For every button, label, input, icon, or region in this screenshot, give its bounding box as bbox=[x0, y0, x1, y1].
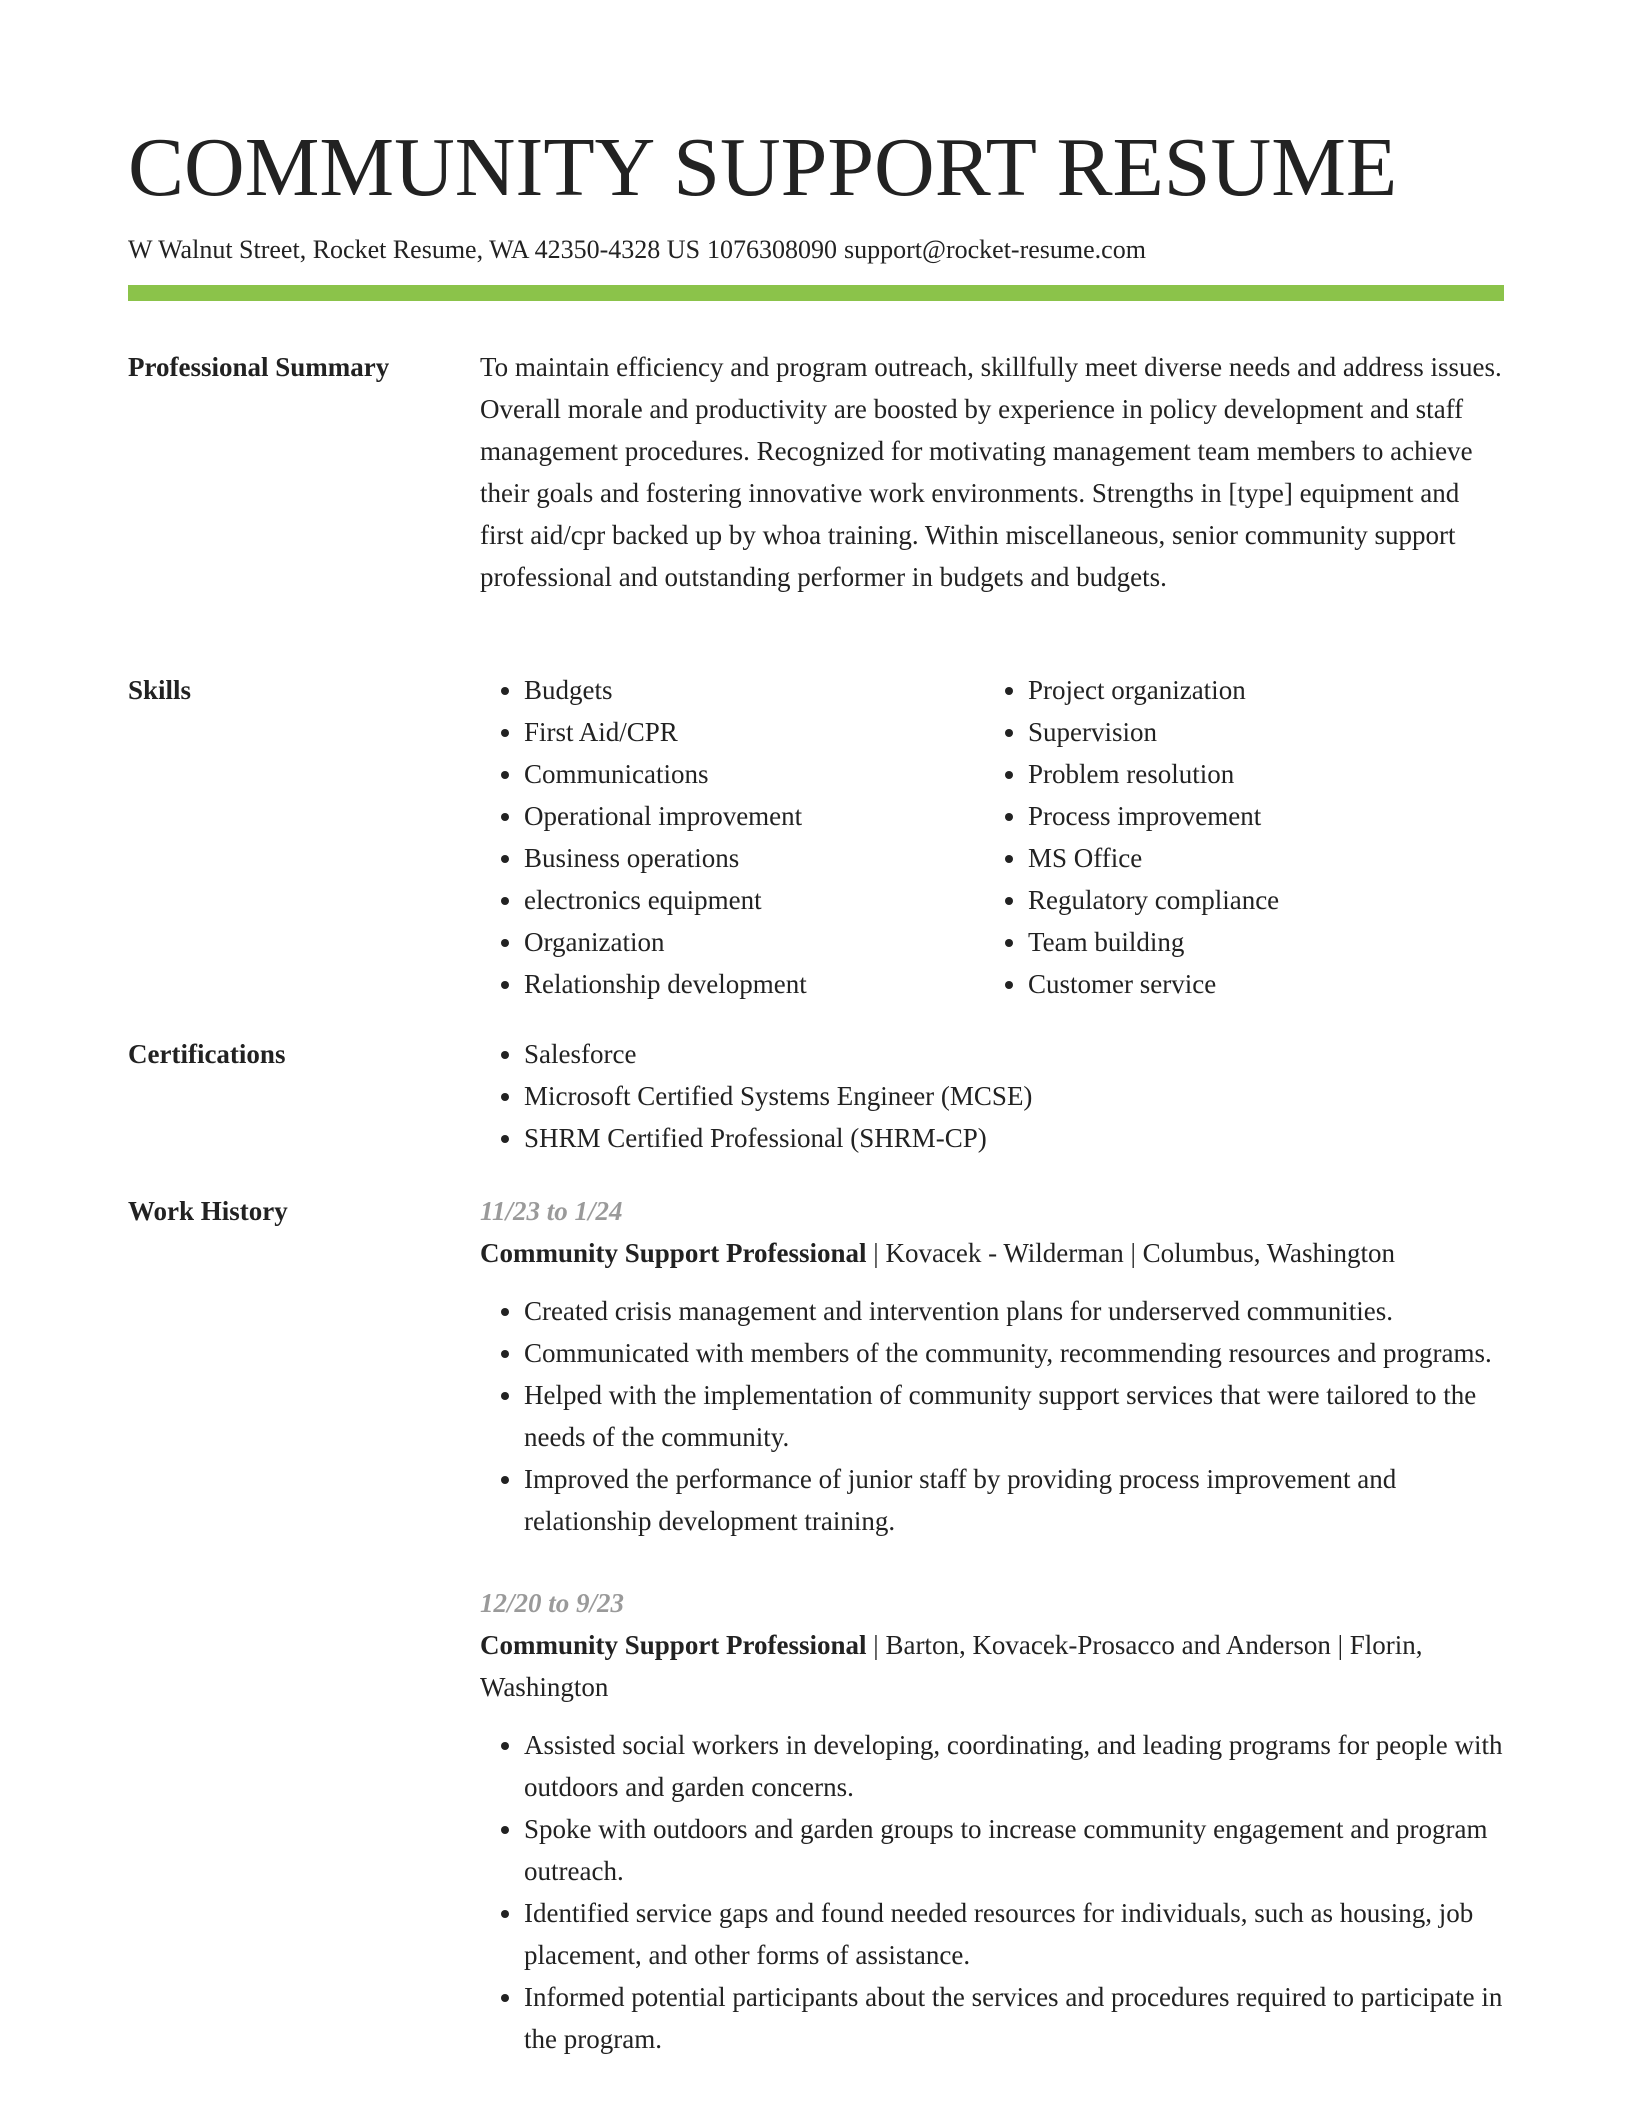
summary-label: Professional Summary bbox=[128, 352, 390, 382]
skill-item: • Problem resolution bbox=[1028, 753, 1488, 795]
skill-item: • Communications bbox=[524, 753, 984, 795]
job-bullet: • Improved the performance of junior staff by providing process improvement and relationship development training. bbox=[524, 1458, 1504, 1542]
job-bullet: • Identified service gaps and found needed resources for individuals, such as housing, job placement, and other forms of assistance. bbox=[524, 1892, 1504, 1976]
job-bullet: • Helped with the implementation of community support services that were tailored to the needs of the community. bbox=[524, 1374, 1504, 1458]
certifications-list bbox=[480, 1033, 1504, 1159]
skills-columns bbox=[480, 669, 1504, 1005]
skill-item: • Supervision bbox=[1028, 711, 1488, 753]
skills-body bbox=[480, 669, 1504, 1005]
skill-item: • Operational improvement bbox=[524, 795, 984, 837]
skill-item: • MS Office bbox=[1028, 837, 1488, 879]
skill-item: • Team building bbox=[1028, 921, 1488, 963]
skills-list-right bbox=[984, 669, 1488, 1005]
job-dates: 11/23 to 1/24 bbox=[480, 1196, 623, 1226]
job-entry bbox=[480, 1190, 1504, 1542]
job-bullets bbox=[480, 1290, 1504, 1542]
work-history-body bbox=[480, 1190, 1504, 2100]
skill-item: • Budgets bbox=[524, 669, 984, 711]
work-history-label: Work History bbox=[128, 1196, 288, 1226]
certification-item: • Microsoft Certified Systems Engineer (MCSE) bbox=[524, 1075, 1504, 1117]
certifications-label: Certifications bbox=[128, 1039, 286, 1069]
skill-item: • Customer service bbox=[1028, 963, 1488, 1005]
skill-item: • Process improvement bbox=[1028, 795, 1488, 837]
certifications-body bbox=[480, 1033, 1504, 1159]
skill-item: • Business operations bbox=[524, 837, 984, 879]
certification-item: • Salesforce bbox=[524, 1033, 1504, 1075]
job-heading bbox=[480, 1624, 1504, 1708]
summary-body bbox=[480, 346, 1504, 598]
job-title: Community Support Professional bbox=[480, 1630, 867, 1660]
skill-item: • electronics equipment bbox=[524, 879, 984, 921]
skill-item: • Project organization bbox=[1028, 669, 1488, 711]
skills-label: Skills bbox=[128, 675, 192, 705]
skills-column-right bbox=[984, 669, 1488, 1005]
job-bullets bbox=[480, 1724, 1504, 2060]
certification-item: • SHRM Certified Professional (SHRM-CP) bbox=[524, 1117, 1504, 1159]
skill-item: • Regulatory compliance bbox=[1028, 879, 1488, 921]
job-dates: 12/20 to 9/23 bbox=[480, 1588, 625, 1618]
contact-line bbox=[128, 232, 1146, 268]
job-title: Community Support Professional bbox=[480, 1238, 867, 1268]
job-bullet: • Informed potential participants about the services and procedures required to participate in the program. bbox=[524, 1976, 1504, 2060]
job-bullet: • Created crisis management and intervention plans for underserved communities. bbox=[524, 1290, 1504, 1332]
job-bullet: • Communicated with members of the community, recommending resources and programs. bbox=[524, 1332, 1504, 1374]
summary-text: To maintain efficiency and program outreach, skillfully meet diverse needs and address issues. Overall morale and productivity are boosted by experience in policy development and staff management procedures. Recognized for motivating management team members to achieve their goals and fostering innovative work environments. Strengths in [type] equipment and first aid/cpr backed up by whoa training. Within miscellaneous, senior community support professional and outstanding performer in budgets and budgets. bbox=[480, 352, 1502, 592]
job-entry bbox=[480, 1582, 1504, 2060]
skills-column-left bbox=[480, 669, 984, 1005]
resume-title: COMMUNITY SUPPORT RESUME bbox=[128, 121, 1398, 214]
skill-item: • Relationship development bbox=[524, 963, 984, 1005]
job-details: | Barton, Kovacek-Prosacco and Anderson | Florin, Washington bbox=[480, 1630, 1423, 1702]
header-divider bbox=[128, 285, 1504, 301]
contact-phone: 1076308090 bbox=[707, 235, 838, 264]
job-heading bbox=[480, 1232, 1504, 1274]
contact-address: W Walnut Street, Rocket Resume, WA 42350-4328 US bbox=[128, 235, 701, 264]
skill-item: • Organization bbox=[524, 921, 984, 963]
skills-list-left bbox=[480, 669, 984, 1005]
job-details: | Kovacek - Wilderman | Columbus, Washington bbox=[866, 1238, 1396, 1268]
contact-email: support@rocket-resume.com bbox=[844, 235, 1146, 264]
job-bullet: • Spoke with outdoors and garden groups to increase community engagement and program outreach. bbox=[524, 1808, 1504, 1892]
job-bullet: • Assisted social workers in developing, coordinating, and leading programs for people with outdoors and garden concerns. bbox=[524, 1724, 1504, 1808]
skill-item: • First Aid/CPR bbox=[524, 711, 984, 753]
